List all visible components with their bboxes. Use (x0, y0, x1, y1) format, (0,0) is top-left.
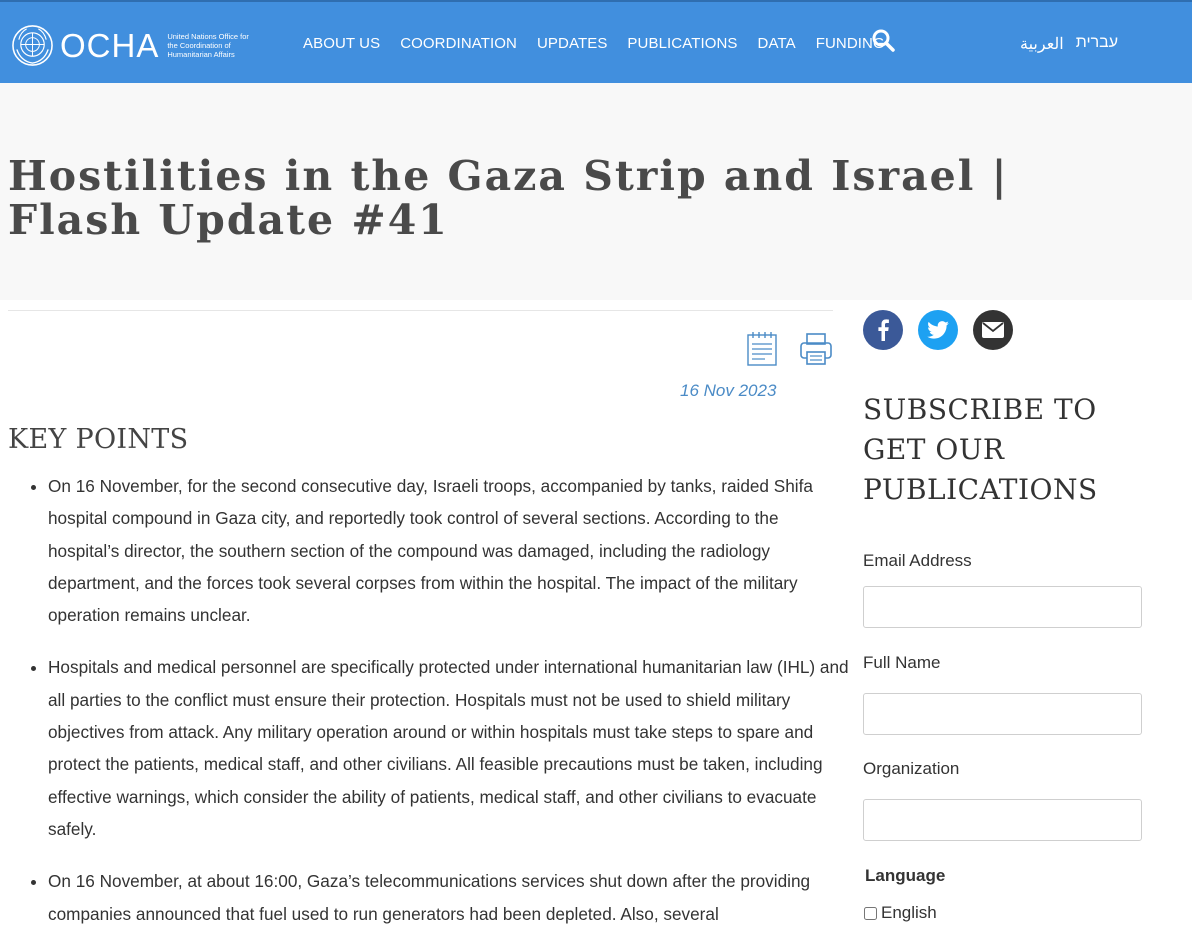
email-field[interactable] (863, 586, 1142, 628)
twitter-icon (927, 321, 949, 339)
key-points-list (30, 470, 854, 950)
email-icon (981, 321, 1005, 339)
language-switcher (1020, 34, 1130, 54)
twitter-share-button[interactable] (918, 310, 958, 350)
un-emblem-icon (11, 24, 54, 67)
nav-about-us[interactable]: ABOUT US (303, 35, 381, 52)
facebook-icon (876, 319, 890, 341)
title-band (0, 83, 1192, 300)
ocha-logo[interactable] (11, 24, 259, 67)
nav-coordination[interactable]: COORDINATION (400, 35, 517, 52)
logo-wordmark: OCHA (60, 27, 160, 64)
page-title: Hostilities in the Gaza Strip and Israel | Flash Update #41 (8, 152, 1009, 244)
list-item: • On 16 November, at about 16:00, Gaza’s telecommunications services shut down after the providing companies announced that fuel used to run generators had been depleted. Also, several (48, 865, 854, 930)
email-share-button[interactable] (973, 310, 1013, 350)
fullname-field[interactable] (863, 693, 1142, 735)
notes-icon[interactable] (745, 330, 779, 368)
list-item: • Hospitals and medical personnel are specifically protected under international humanitarian law (IHL) and all parties to the conflict must ensure their protection. Hospitals must not be used to shield military objectives from attack. Any military operation around or within hospitals must take steps to spare and protect the patients, medical staff, and other civilians. All feasible precautions must be taken, including effective warnings, which consider the ability of patients, medical staff, and other civilians to evacuate safely. (48, 651, 854, 845)
key-points-heading: KEY POINTS (8, 424, 189, 455)
main-nav (303, 35, 905, 52)
email-label: Email Address (863, 551, 972, 570)
divider (8, 310, 833, 311)
language-arabic[interactable]: العربية (1020, 36, 1064, 53)
list-item: • On 16 November, for the second consecutive day, Israeli troops, accompanied by tanks, raided Shifa hospital compound in Gaza city, and reportedly took control of several sections. According to the hospital’s director, the southern section of the compound was damaged, including the radiology department, and the forces took several corpses from within the hospital. The impact of the military operation remains unclear. (48, 470, 854, 631)
print-icon[interactable] (799, 330, 833, 368)
nav-funding[interactable]: FUNDING (815, 35, 885, 52)
facebook-share-button[interactable] (863, 310, 903, 350)
nav-updates[interactable]: UPDATES (536, 35, 608, 52)
language-label: Language (865, 866, 946, 885)
language-hebrew[interactable]: עברית (1075, 34, 1119, 51)
fullname-label: Full Name (863, 653, 941, 672)
search-icon[interactable] (871, 28, 895, 52)
logo-tagline: United Nations Office for the Coordination of Humanitarian Affairs (167, 32, 249, 59)
article-tools (745, 330, 853, 368)
nav-publications[interactable]: PUBLICATIONS (627, 35, 738, 52)
organization-label: Organization (863, 759, 960, 778)
social-share (863, 310, 1028, 350)
language-option-english[interactable] (864, 903, 937, 923)
subscribe-heading: SUBSCRIBE TO GET OUR PUBLICATIONS (863, 393, 1098, 506)
english-checkbox[interactable] (864, 907, 877, 920)
top-navigation-bar (0, 0, 1192, 83)
organization-field[interactable] (863, 799, 1142, 841)
publish-date: 16 Nov 2023 (680, 381, 777, 400)
nav-data[interactable]: DATA (757, 35, 796, 52)
english-option-label: English (881, 903, 937, 922)
